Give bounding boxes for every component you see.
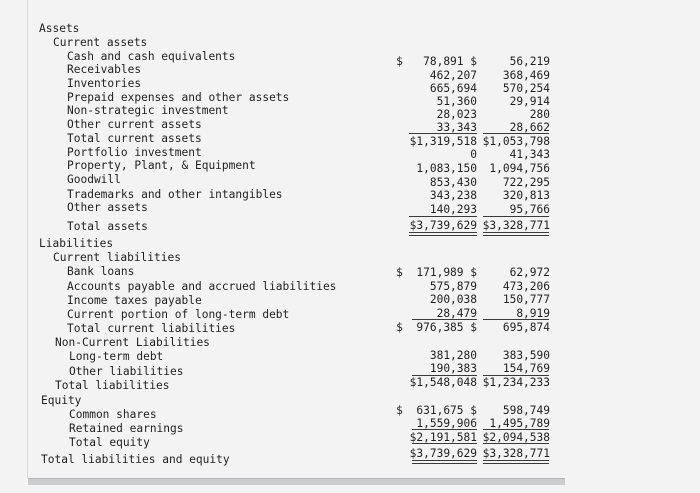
row-portfolio-2020: 41,343	[509, 148, 550, 161]
row-label-prepaid: Prepaid expenses and other assets	[67, 91, 290, 104]
row-total-equity-2021: $2,191,581	[409, 431, 477, 444]
row-label-goodwill: Goodwill	[67, 173, 121, 186]
row-other-assets-2021: 140,293	[429, 203, 477, 216]
rule	[483, 443, 549, 444]
row-nonstrategic-2021: 28,023	[436, 108, 477, 121]
heading-liabilities: Liabilities	[39, 237, 114, 250]
row-label-trademarks: Trademarks and other intangibles	[67, 188, 283, 201]
heading-equity: Equity	[41, 394, 82, 407]
row-total-assets-2021: $3,739,629	[409, 219, 477, 232]
left-border	[27, 0, 28, 478]
horizontal-scrollbar[interactable]	[28, 478, 565, 485]
row-bank-loans-2020: 62,972	[509, 266, 550, 279]
row-trademarks-2021: 343,238	[429, 189, 477, 202]
row-retained-earnings-2021: 1,559,906	[416, 417, 477, 430]
row-cash-2021: $ 78,891 $	[396, 55, 477, 68]
row-prepaid-2021: 51,360	[436, 95, 477, 108]
row-accounts-payable-2020: 473,206	[502, 280, 550, 293]
row-ppe-2020: 1,094,756	[489, 162, 550, 175]
row-total-current-assets-2020: $1,053,798	[482, 135, 550, 148]
row-total-assets-2020: $3,328,771	[482, 219, 550, 232]
row-common-shares-2021: $ 631,675 $	[396, 404, 477, 417]
row-inventories-2021: 665,694	[429, 82, 477, 95]
row-total-current-liabilities-2021: $ 976,385 $	[396, 321, 477, 334]
row-label-cash: Cash and cash equivalents	[67, 50, 236, 63]
row-label-accounts-payable: Accounts payable and accrued liabilities	[67, 280, 337, 293]
double-rule	[483, 460, 549, 464]
row-current-ltd-2021: 28,479	[436, 307, 477, 320]
row-label-total-equity: Total equity	[69, 436, 150, 449]
row-label-retained-earnings: Retained earnings	[69, 422, 184, 435]
row-nonstrategic-2020: 280	[529, 108, 550, 121]
rule	[412, 443, 477, 444]
rule	[483, 429, 549, 430]
row-label-total-assets: Total assets	[67, 220, 148, 233]
row-long-term-debt-2020: 383,590	[502, 349, 550, 362]
row-label-total-liabilities: Total liabilities	[55, 379, 170, 392]
heading-noncurrent-liabilities: Non-Current Liabilities	[55, 336, 210, 349]
row-label-inventories: Inventories	[67, 77, 142, 90]
row-label-long-term-debt: Long-term debt	[69, 350, 164, 363]
rule	[409, 133, 477, 134]
row-goodwill-2021: 853,430	[429, 176, 477, 189]
row-receivables-2021: 462,207	[429, 69, 477, 82]
row-label-bank-loans: Bank loans	[67, 265, 135, 278]
rule	[412, 319, 477, 320]
rule	[483, 319, 549, 320]
row-label-ppe: Property, Plant, & Equipment	[67, 159, 256, 172]
row-trademarks-2020: 320,813	[502, 189, 550, 202]
rule	[412, 429, 477, 430]
row-retained-earnings-2020: 1,495,789	[489, 417, 550, 430]
rule	[483, 133, 549, 134]
row-long-term-debt-2021: 381,280	[429, 349, 477, 362]
row-label-other-liabilities: Other liabilities	[69, 365, 184, 378]
row-label-other-current: Other current assets	[67, 118, 202, 131]
row-label-other-assets: Other assets	[67, 201, 148, 214]
rule	[483, 216, 549, 217]
row-other-current-2021: 33,343	[436, 121, 477, 134]
row-receivables-2020: 368,469	[502, 69, 550, 82]
row-label-total-liabilities-equity: Total liabilities and equity	[41, 453, 230, 466]
row-common-shares-2020: 598,749	[502, 404, 550, 417]
row-label-common-shares: Common shares	[69, 408, 157, 421]
row-other-current-2020: 28,662	[509, 121, 550, 134]
double-rule	[412, 460, 477, 464]
row-prepaid-2020: 29,914	[509, 95, 550, 108]
row-bank-loans-2021: $ 171,989 $	[396, 266, 477, 279]
row-label-total-current-liabilities: Total current liabilities	[67, 322, 236, 335]
rule	[409, 216, 477, 217]
heading-assets: Assets	[39, 22, 80, 35]
row-inventories-2020: 570,254	[502, 82, 550, 95]
row-total-liabilities-equity-2020: $3,328,771	[482, 447, 550, 460]
row-total-current-assets-2021: $1,319,518	[409, 135, 477, 148]
row-total-liabilities-2021: $1,548,048	[409, 376, 477, 389]
row-income-taxes-2020: 150,777	[502, 293, 550, 306]
heading-current-assets: Current assets	[53, 36, 148, 49]
row-label-portfolio: Portfolio investment	[67, 146, 202, 159]
row-accounts-payable-2021: 575,879	[429, 280, 477, 293]
double-rule	[409, 232, 477, 236]
row-other-assets-2020: 95,766	[509, 203, 550, 216]
row-label-total-current-assets: Total current assets	[67, 132, 202, 145]
double-rule	[483, 232, 549, 236]
row-label-current-ltd: Current portion of long-term debt	[67, 308, 290, 321]
row-other-liabilities-2021: 190,383	[429, 362, 477, 375]
row-label-income-taxes: Income taxes payable	[67, 294, 202, 307]
row-total-liabilities-equity-2021: $3,739,629	[409, 447, 477, 460]
row-cash-2020: 56,219	[509, 55, 550, 68]
row-goodwill-2020: 722,295	[502, 176, 550, 189]
row-portfolio-2021: 0	[470, 148, 477, 161]
row-total-current-liabilities-2020: 695,874	[502, 321, 550, 334]
row-label-nonstrategic: Non-strategic investment	[67, 104, 229, 117]
row-income-taxes-2021: 200,038	[429, 293, 477, 306]
heading-current-liabilities: Current liabilities	[53, 251, 181, 264]
row-total-liabilities-2020: $1,234,233	[482, 376, 550, 389]
row-ppe-2021: 1,083,150	[416, 162, 477, 175]
row-total-equity-2020: $2,094,538	[482, 431, 550, 444]
row-other-liabilities-2020: 154,769	[502, 362, 550, 375]
row-current-ltd-2020: 8,919	[516, 307, 550, 320]
row-label-receivables: Receivables	[67, 63, 142, 76]
